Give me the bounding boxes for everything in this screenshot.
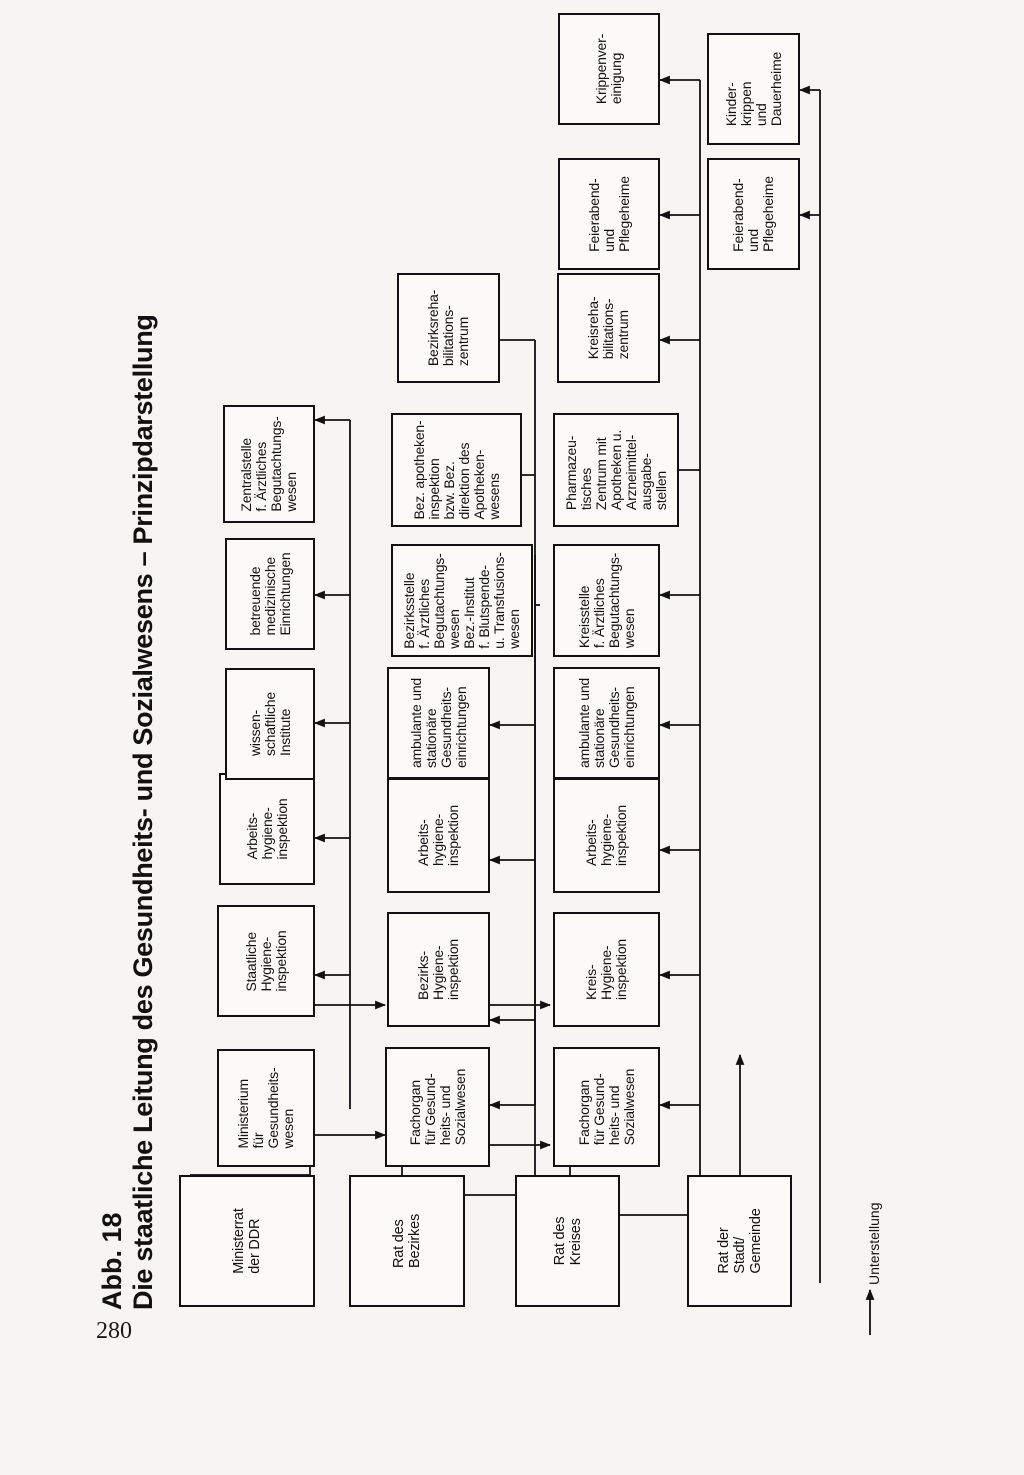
box-feierabendheime-gemeinde: Feierabend- und Pflegeheime bbox=[707, 158, 800, 270]
box-arbeitshygieneinspektion-kreis: Arbeits- hygiene- inspektion bbox=[553, 778, 660, 893]
box-pharmazeutisches-zentrum: Pharmazeu- tisches Zentrum mit Apotheken u. Arzneimittel- ausgabe- stellen bbox=[553, 413, 679, 527]
box-ambulante-bezirk: ambulante und stationäre Gesundheits- einrichtungen bbox=[387, 667, 490, 779]
box-arbeitshygieneinspektion-ministry: Arbeits- hygiene- inspektion bbox=[219, 773, 315, 885]
box-arbeitshygieneinspektion-bezirk: Arbeits- hygiene- inspektion bbox=[387, 778, 490, 893]
box-rat-des-kreises: Rat des Kreises bbox=[515, 1175, 620, 1307]
box-ministerrat: Ministerrat der DDR bbox=[179, 1175, 315, 1307]
figure-title: Die staatliche Leitung des Gesundheits- und Sozialwesens – Prinzipdarstellung bbox=[128, 314, 158, 1310]
box-rat-der-gemeinde: Rat der Stadt/ Gemeinde bbox=[687, 1175, 792, 1307]
box-bezirksstelle: Bezirksstelle f. Ärztliches Begutachtungs- wesen Bez.-Institut f. Blutspende- u. Transfusions- wesen bbox=[391, 544, 533, 657]
box-rat-des-bezirkes: Rat des Bezirkes bbox=[349, 1175, 465, 1307]
box-betreuende-einrichtungen: betreuende medizinische Einrichtungen bbox=[225, 538, 315, 650]
box-fachorgan-kreis: Fachorgan für Gesund- heits- und Sozialwesen bbox=[553, 1047, 660, 1167]
box-krippenvereinigung: Krippenver- einigung bbox=[558, 13, 660, 125]
box-kreis-hygieneinspektion: Kreis- Hygiene- inspektion bbox=[553, 912, 660, 1027]
legend-label: Unterstellung bbox=[866, 1202, 882, 1285]
box-ambulante-kreis: ambulante und stationäre Gesundheits- einrichtungen bbox=[553, 667, 660, 779]
box-staatliche-hygieneinspektion: Staatliche Hygiene- inspektion bbox=[217, 905, 315, 1017]
figure-number: Abb. 18 bbox=[97, 1212, 127, 1310]
box-kinderkrippen: Kinder- krippen und Dauerheime bbox=[707, 33, 800, 145]
box-fachorgan-bezirk: Fachorgan für Gesund- heits- und Sozialwesen bbox=[385, 1047, 490, 1167]
box-bezirks-hygieneinspektion: Bezirks- Hygiene- inspektion bbox=[387, 912, 490, 1027]
page-number: 280 bbox=[96, 1318, 132, 1344]
box-bezirksrehabilitationszentrum: Bezirksreha- bilitations- zentrum bbox=[397, 273, 500, 383]
box-ministerium: Ministerium für Gesundheits- wesen bbox=[217, 1049, 315, 1167]
box-zentralstelle: Zentralstelle f. Ärztliches Begutachtungs- wesen bbox=[223, 405, 315, 523]
box-wissenschaftliche-institute: wissen- schaftliche Institute bbox=[225, 668, 315, 780]
box-feierabendheime-kreis: Feierabend- und Pflegeheime bbox=[558, 158, 660, 270]
box-kreisrehabilitationszentrum: Kreisreha- bilitations- zentrum bbox=[557, 273, 660, 383]
box-kreisstelle: Kreisstelle f. Ärztliches Begutachtungs- wesen bbox=[553, 544, 660, 657]
box-bez-apothekeninspektion: Bez. apotheken- inspektion bzw. Bez. direktion des Apotheken- wesens bbox=[391, 413, 522, 527]
organization-chart bbox=[95, 33, 995, 1345]
